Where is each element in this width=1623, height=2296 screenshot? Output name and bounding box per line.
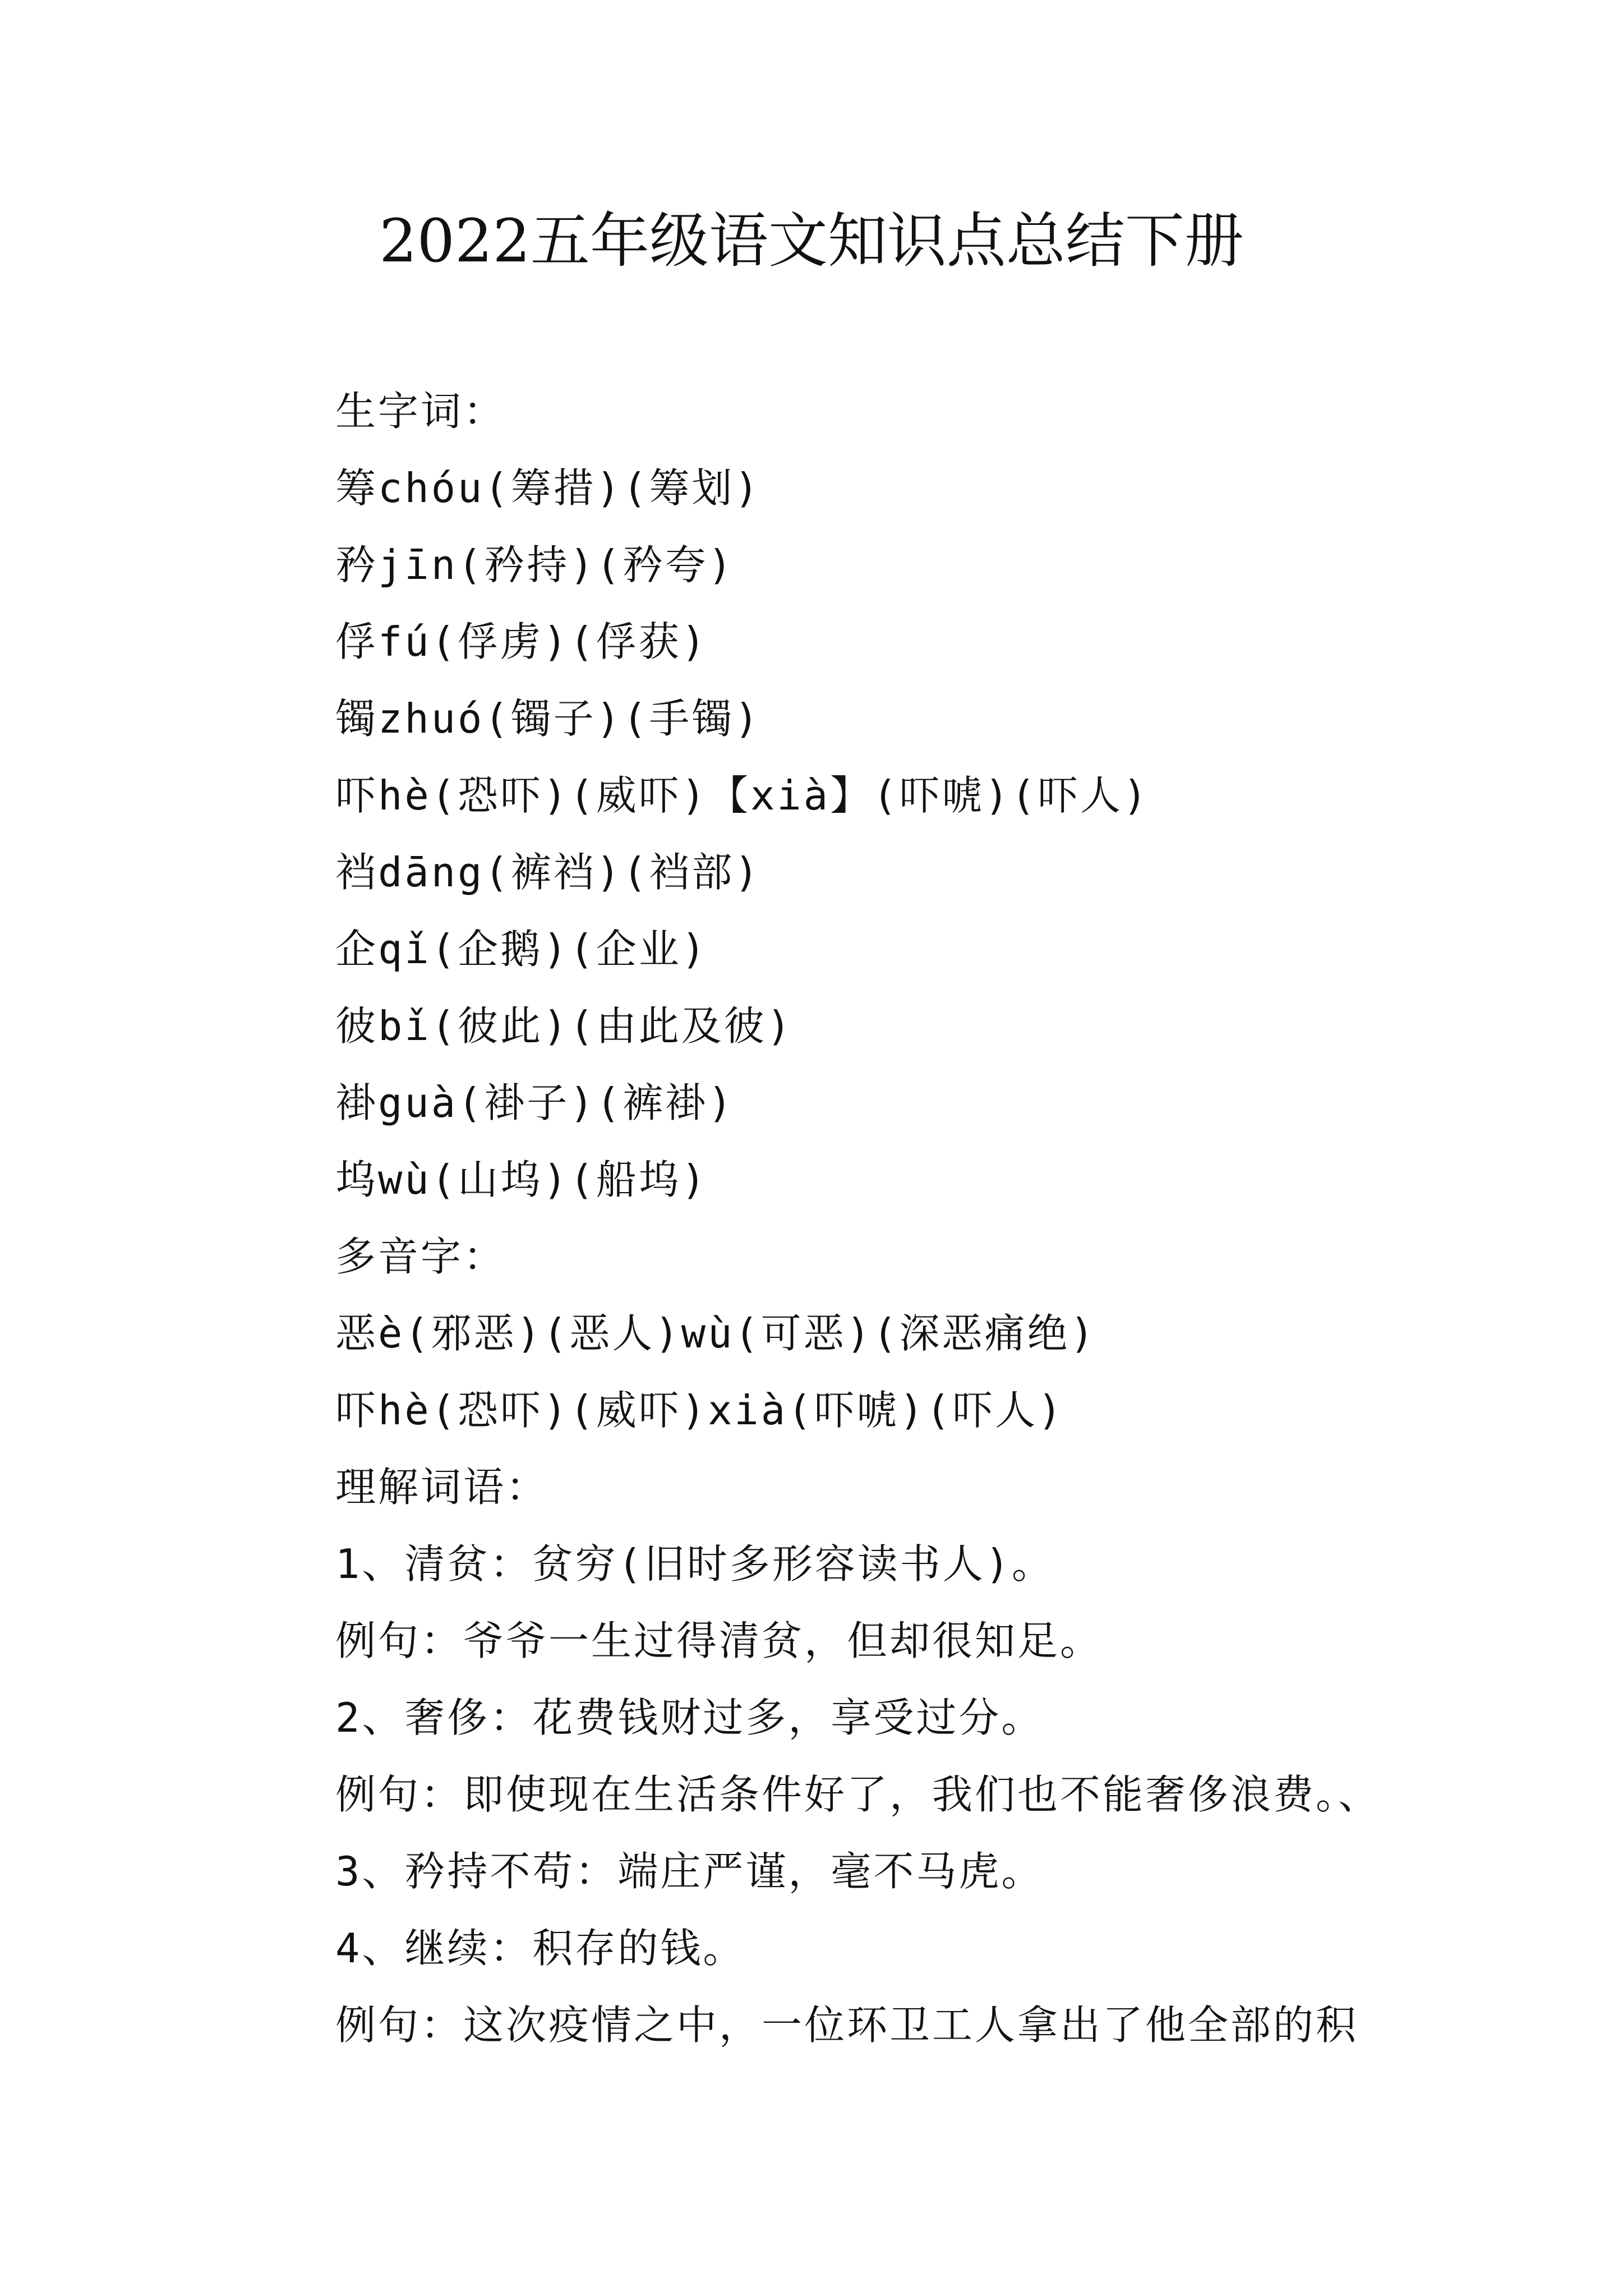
- vocab-entry: 吓hè(恐吓)(威吓)【xià】(吓唬)(吓人): [335, 772, 1150, 819]
- section-heading-new-words: 生字词：: [335, 388, 506, 435]
- document-body: [335, 373, 1541, 2064]
- vocab-entry: 筹chóu(筹措)(筹划): [335, 464, 761, 512]
- vocab-entry: 俘fú(俘虏)(俘获): [335, 618, 708, 665]
- vocab-entry: 坞wù(山坞)(船坞): [335, 1156, 708, 1203]
- definition-entry: 2、奢侈：花费钱财过多，享受过分。: [335, 1694, 1044, 1741]
- example-sentence: 例句：即使现在生活条件好了，我们也不能奢侈浪费。、: [335, 1771, 1381, 1818]
- example-sentence: 例句：爷爷一生过得清贫，但却很知足。: [335, 1617, 1103, 1664]
- definition-entry: 4、继续：积存的钱。: [335, 1925, 746, 1972]
- section-heading-polyphones: 多音字：: [335, 1233, 506, 1280]
- polyphone-entry: 吓hè(恐吓)(威吓)xià(吓唬)(吓人): [335, 1387, 1064, 1434]
- definition-entry: 3、矜持不苟：端庄严谨，毫不马虎。: [335, 1848, 1044, 1895]
- vocab-entry: 褂guà(褂子)(裤褂): [335, 1079, 735, 1126]
- document-title: 2022五年级语文知识点总结下册: [379, 206, 1244, 275]
- definition-entry: 1、清贫：贫穷(旧时多形容读书人)。: [335, 1540, 1055, 1588]
- polyphone-entry: 恶è(邪恶)(恶人)wù(可恶)(深恶痛绝): [335, 1310, 1096, 1357]
- vocab-entry: 裆dāng(裤裆)(裆部): [335, 849, 761, 896]
- example-sentence: 例句：这次疫情之中，一位环卫工人拿出了他全部的积: [335, 2001, 1359, 2049]
- vocab-entry: 镯zhuó(镯子)(手镯): [335, 695, 761, 742]
- vocab-entry: 彼bǐ(彼此)(由此及彼): [335, 1002, 794, 1050]
- section-heading-word-meanings: 理解词语：: [335, 1464, 549, 1511]
- vocab-entry: 企qǐ(企鹅)(企业): [335, 926, 708, 973]
- vocab-entry: 矜jīn(矜持)(矜夸): [335, 541, 735, 588]
